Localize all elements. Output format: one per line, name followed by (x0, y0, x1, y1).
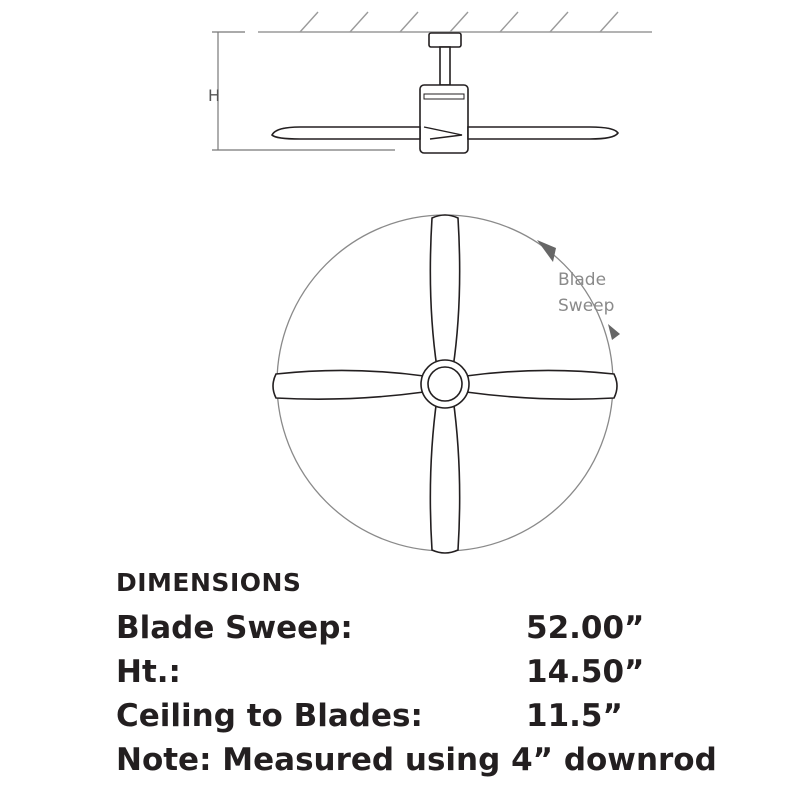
spec-row-ceiling-to-blades (116, 694, 776, 738)
downrod-note: Note: Measured using 4” downrod (116, 742, 717, 778)
ceiling (258, 12, 652, 32)
dimensions-specs (116, 566, 776, 782)
dimensions-title: DIMENSIONS (116, 568, 302, 597)
blade-sweep-label-line2: Sweep (558, 296, 615, 316)
fan-side-view (272, 33, 618, 153)
sweep-arrows (537, 240, 620, 340)
blade-sweep-label-line1: Blade (558, 270, 607, 290)
spec-row-blade-sweep (116, 606, 776, 650)
spec-label: Ht.: (116, 654, 181, 690)
spec-label: Ceiling to Blades: (116, 698, 423, 734)
spec-row-height (116, 650, 776, 694)
height-marker-label: H (208, 86, 221, 105)
spec-value: 11.5” (526, 698, 623, 734)
spec-label: Blade Sweep: (116, 610, 353, 646)
spec-value: 52.00” (526, 610, 645, 646)
spec-value: 14.50” (526, 654, 645, 690)
